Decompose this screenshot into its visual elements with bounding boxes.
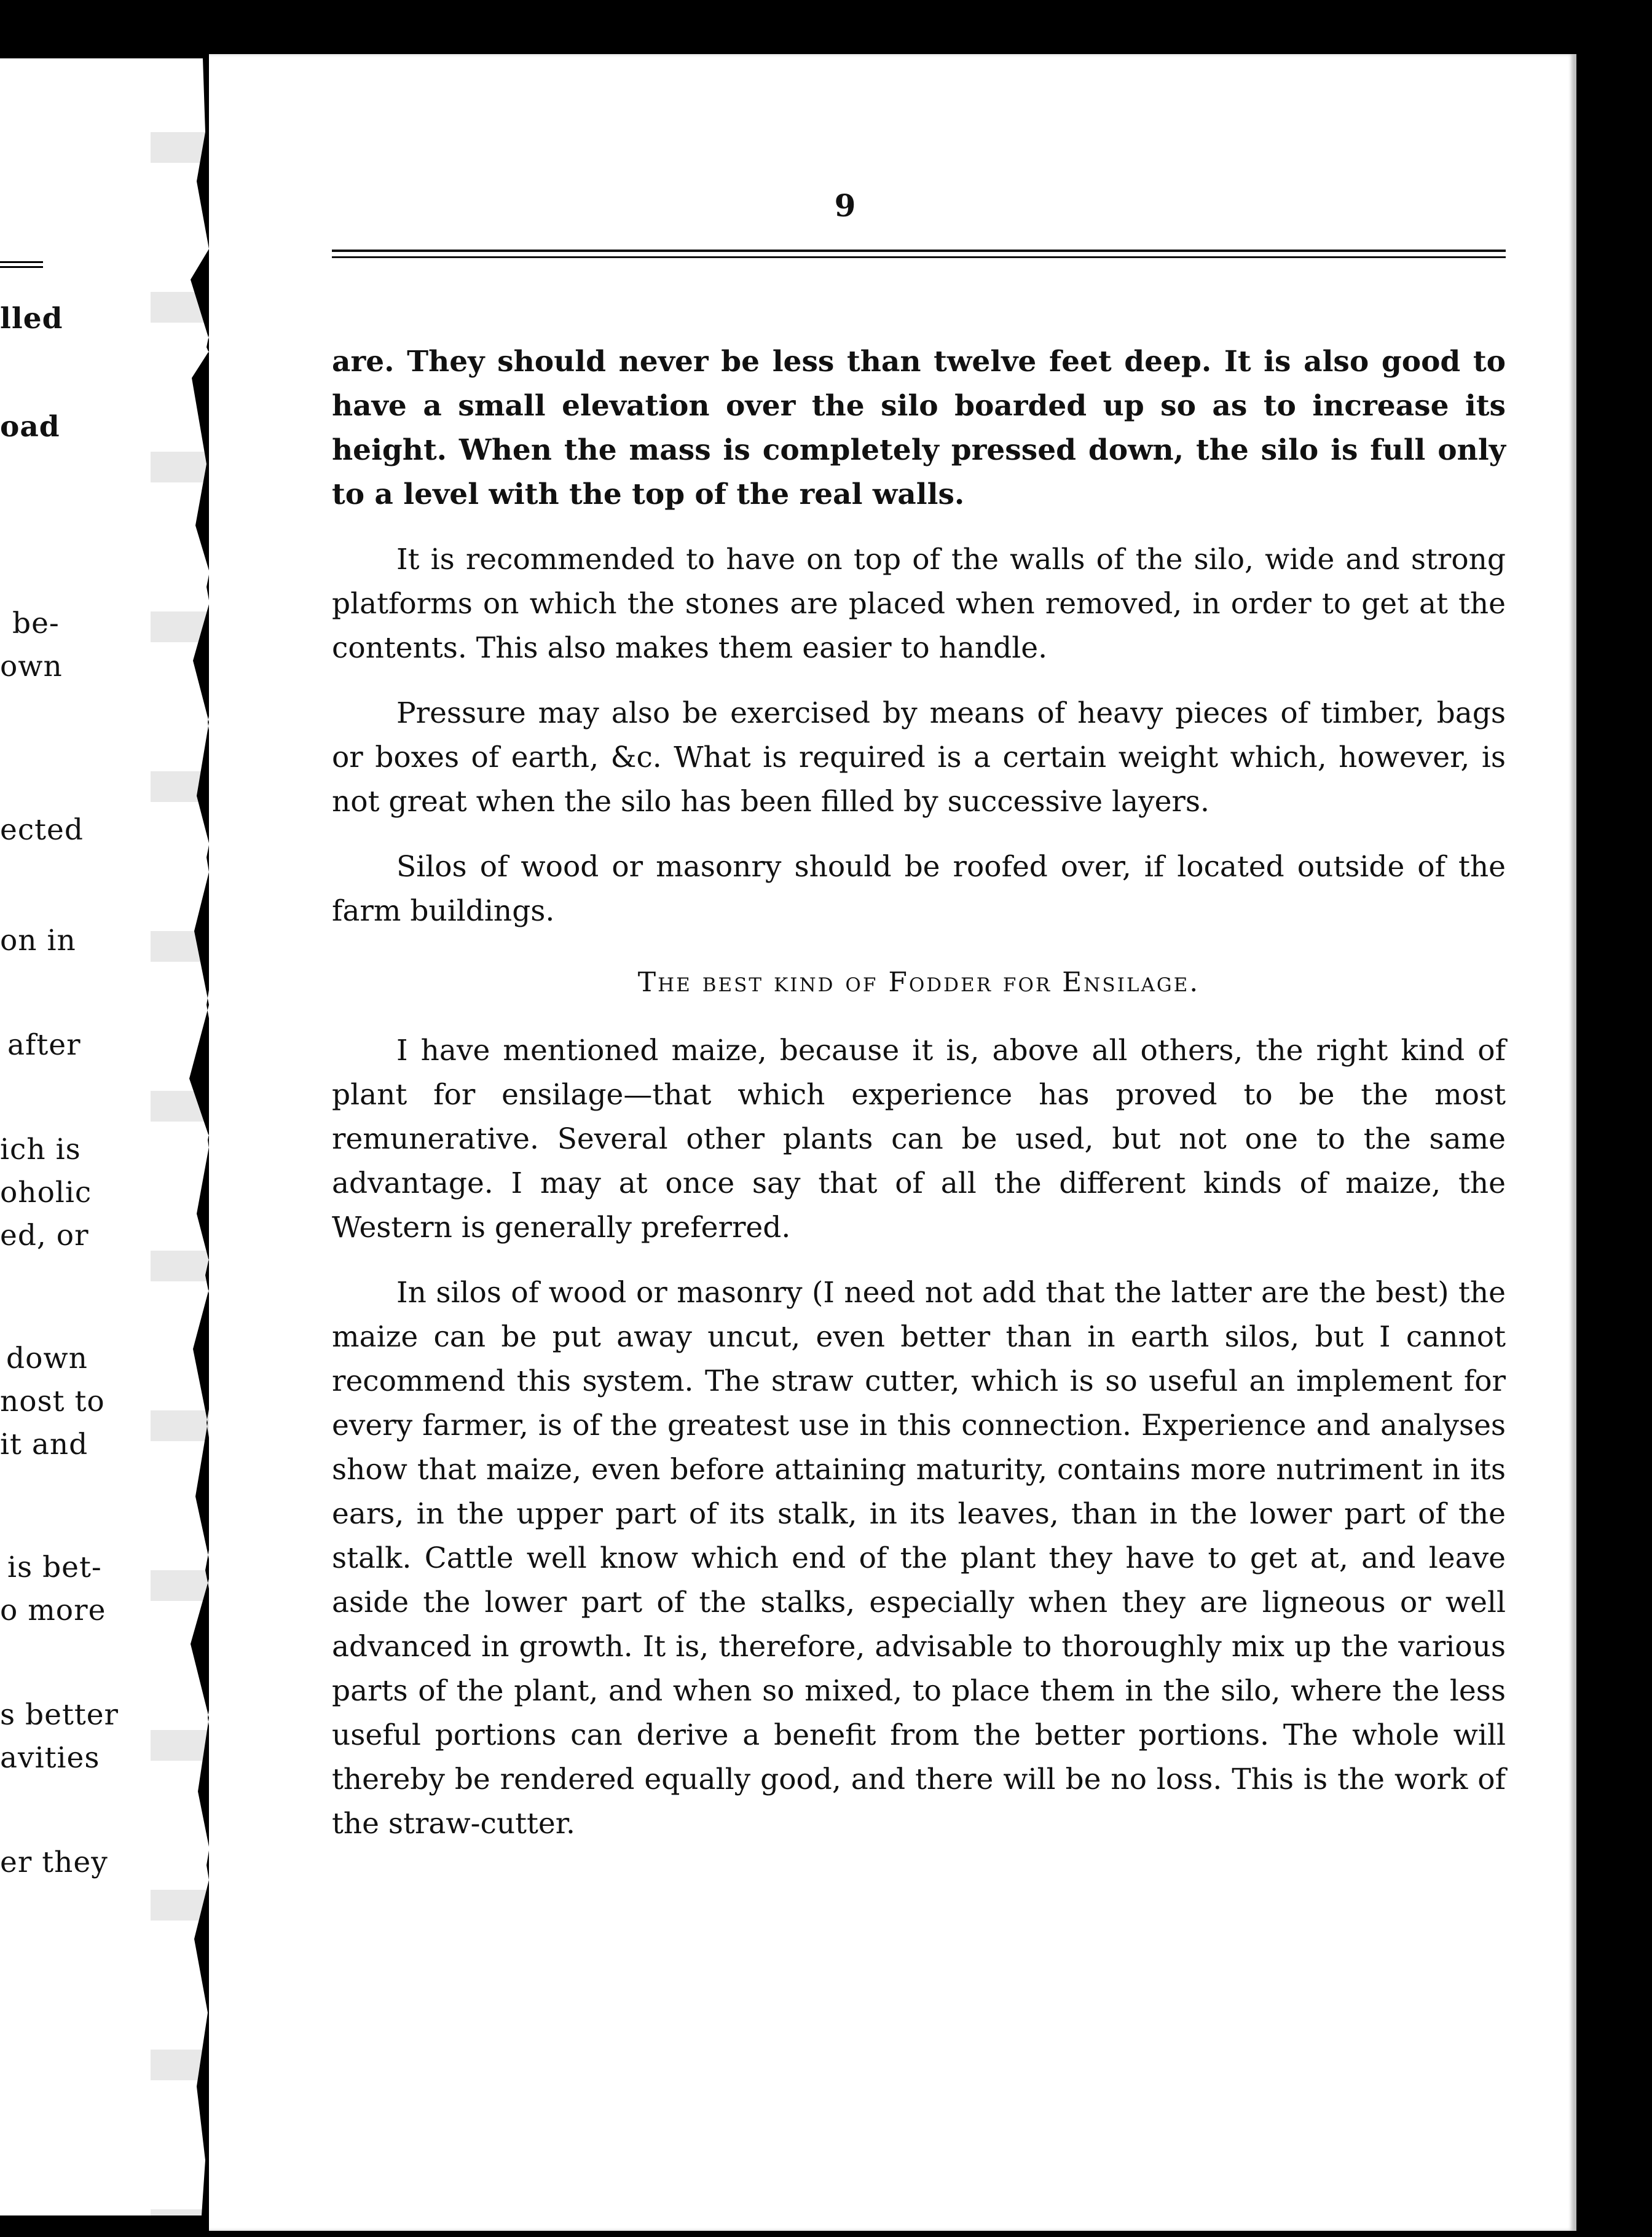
left-fragment: be- bbox=[12, 607, 60, 640]
left-fragment: nost to bbox=[0, 1385, 105, 1418]
left-fragment: oholic bbox=[0, 1176, 92, 1209]
page-body bbox=[332, 340, 1506, 1867]
left-fragment: down bbox=[6, 1342, 88, 1375]
left-fragment: is bet- bbox=[7, 1551, 102, 1584]
paragraph: It is recommended to have on top of the walls of the silo, wide and strong platforms on which the stones are placed when removed, in order to get at the contents. This also makes them easier to handle. bbox=[332, 543, 1506, 665]
left-fragment: ected bbox=[0, 813, 84, 847]
paragraph: Silos of wood or masonry should be roofed over, if located outside of the farm buildings. bbox=[332, 850, 1506, 928]
left-fragment: er they bbox=[0, 1846, 108, 1879]
left-fragment: ich is bbox=[0, 1133, 81, 1166]
paragraph: I have mentioned maize, because it is, above all others, the right kind of plant for ensilage—that which experience has proved to be the most remunerative. Several other plants can be used, but not one to the same advantage. I may at once say that of all the different kinds of maize, the Western is generally preferred. bbox=[332, 1034, 1506, 1244]
paragraph: In silos of wood or masonry (I need not add that the latter are the best) the maize can be put away uncut, even better than in earth silos, but I cannot recommend this system. The straw cutter, which is so useful an implement for every farmer, is of the greatest use in this connection. Experience and analyses show that maize, even before attaining maturity, contains more nutriment in its ears, in the upper part of its stalk, in its leaves, than in the lower part of the stalk. Cattle well know which end of the plant they have to get at, and leave aside the lower part of the stalks, especially when they are ligneous or well advanced in growth. It is, therefore, advisable to thoroughly mix up the various parts of the plant, and when so mixed, to place them in the silo, where the less useful portions can derive a benefit from the better portions. The whole will thereby be rendered equally good, and there will be no loss. This is the work of the straw-cutter. bbox=[332, 1276, 1506, 1841]
section-heading bbox=[332, 961, 1506, 1005]
paragraph: are. They should never be less than twelve feet deep. It is also good to have a small elevation over the silo boarded up so as to increase its height. When the mass is completely pressed down, the silo is full only to a level with the top of the real walls. bbox=[332, 345, 1506, 511]
left-page-rule bbox=[0, 261, 43, 268]
paragraph: Pressure may also be exercised by means of heavy pieces of timber, bags or boxes of earth, &c. What is required is a certain weight which, however, is not great when the silo has been filled by successive layers. bbox=[332, 696, 1506, 819]
header-rule bbox=[332, 250, 1506, 258]
left-fragment: ed, or bbox=[0, 1219, 89, 1252]
left-fragment: it and bbox=[0, 1428, 88, 1461]
book-page bbox=[209, 54, 1576, 2231]
left-fragment: oad bbox=[0, 410, 60, 444]
page-number: 9 bbox=[834, 187, 856, 224]
left-fragment: on in bbox=[0, 924, 76, 957]
left-fragment: lled bbox=[0, 302, 63, 336]
section-heading-text: The best kind of Fodder for Ensilage. bbox=[637, 967, 1200, 998]
left-fragment: after bbox=[7, 1028, 81, 1062]
left-fragment: avities bbox=[0, 1741, 100, 1775]
left-fragment: s better bbox=[0, 1698, 119, 1732]
left-fragment: own bbox=[0, 650, 63, 683]
left-fragment: o more bbox=[0, 1594, 106, 1627]
